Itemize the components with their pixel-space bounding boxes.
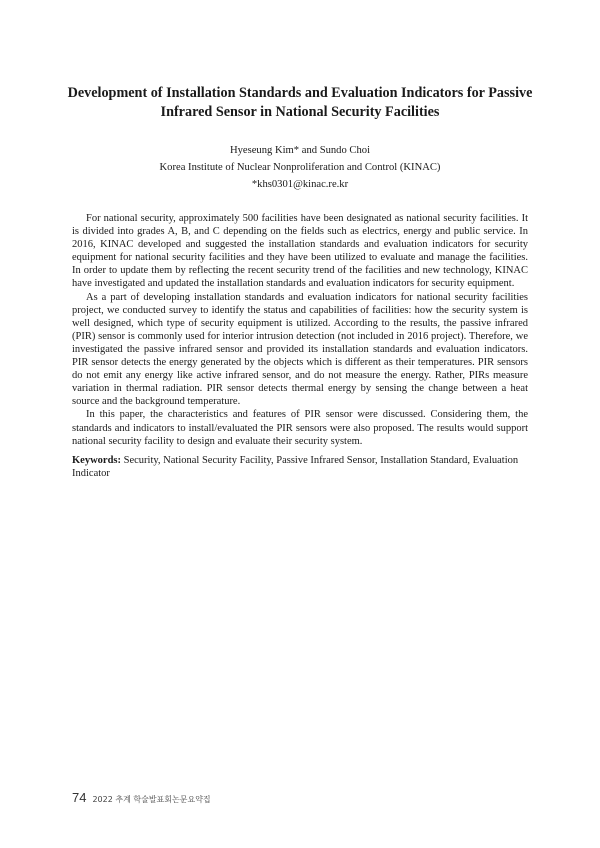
page-footer	[72, 790, 211, 810]
author-affiliation: Korea Institute of Nuclear Nonproliferation and Control (KINAC)	[159, 162, 441, 173]
paper-title	[60, 84, 540, 122]
corresponding-email: *khs0301@kinac.re.kr	[251, 179, 349, 190]
page-number: 74	[72, 790, 87, 805]
keywords-label: Keywords:	[72, 454, 121, 466]
paper-title-line-2: Infrared Sensor in National Security Facilities	[160, 104, 440, 120]
abstract-paragraph-2: As a part of developing installation standards and evaluation indicators for national security facilities project, we conducted survey to identify the status and capabilities of facilities: how the security system is well designed, which type of security equipment is utilized. According to the results, the passive infrared (PIR) sensor is commonly used for interior intrusion detection (not included in 2016 project). Therefore, we investigated the passive infrared sensor and provided its installation standards and evaluation indicators. PIR sensor detects the energy generated by the objects which is different as their temperatures. PIR sensors do not emit any energy like active infrared sensor, and do not measure the energy. Rather, PIRs measure variation in thermal radiation. PIR sensor detects thermal energy by sensing the change between a heat source and the background temperature.	[72, 291, 528, 408]
abstract-paragraph-1: For national security, approximately 500 facilities have been designated as national security facilities. It is divided into grades A, B, and C depending on the fields such as electrics, energy and public service. In 2016, KINAC developed and suggested the installation standards and evaluation indicators for security equipment for national security facilities and they have been utilized to evaluate and manage the facilities. In order to update them by reflecting the recent security trend of the facilities and new technology, KINAC have investigated and updated the installation standards and evaluation indicators for security equipment.	[72, 213, 528, 290]
abstract-body	[72, 212, 528, 480]
author-list: Hyeseung Kim* and Sundo Choi	[229, 145, 371, 156]
keywords-line	[72, 454, 528, 480]
keywords-text: Security, National Security Facility, Passive Infrared Sensor, Installation Standard, Evaluation Indicator	[72, 454, 519, 479]
abstract-paragraph-3: In this paper, the characteristics and features of PIR sensor were discussed. Considering them, the standards and indicators to install/evaluated the PIR sensors were also proposed. The results would support national security facility to design and evaluate their security system.	[72, 409, 528, 447]
paper-title-line-1: Development of Installation Standards and Evaluation Indicators for Passive	[67, 85, 533, 101]
proceedings-label: 2022 추계 학술발표회논문요약집	[92, 795, 211, 804]
